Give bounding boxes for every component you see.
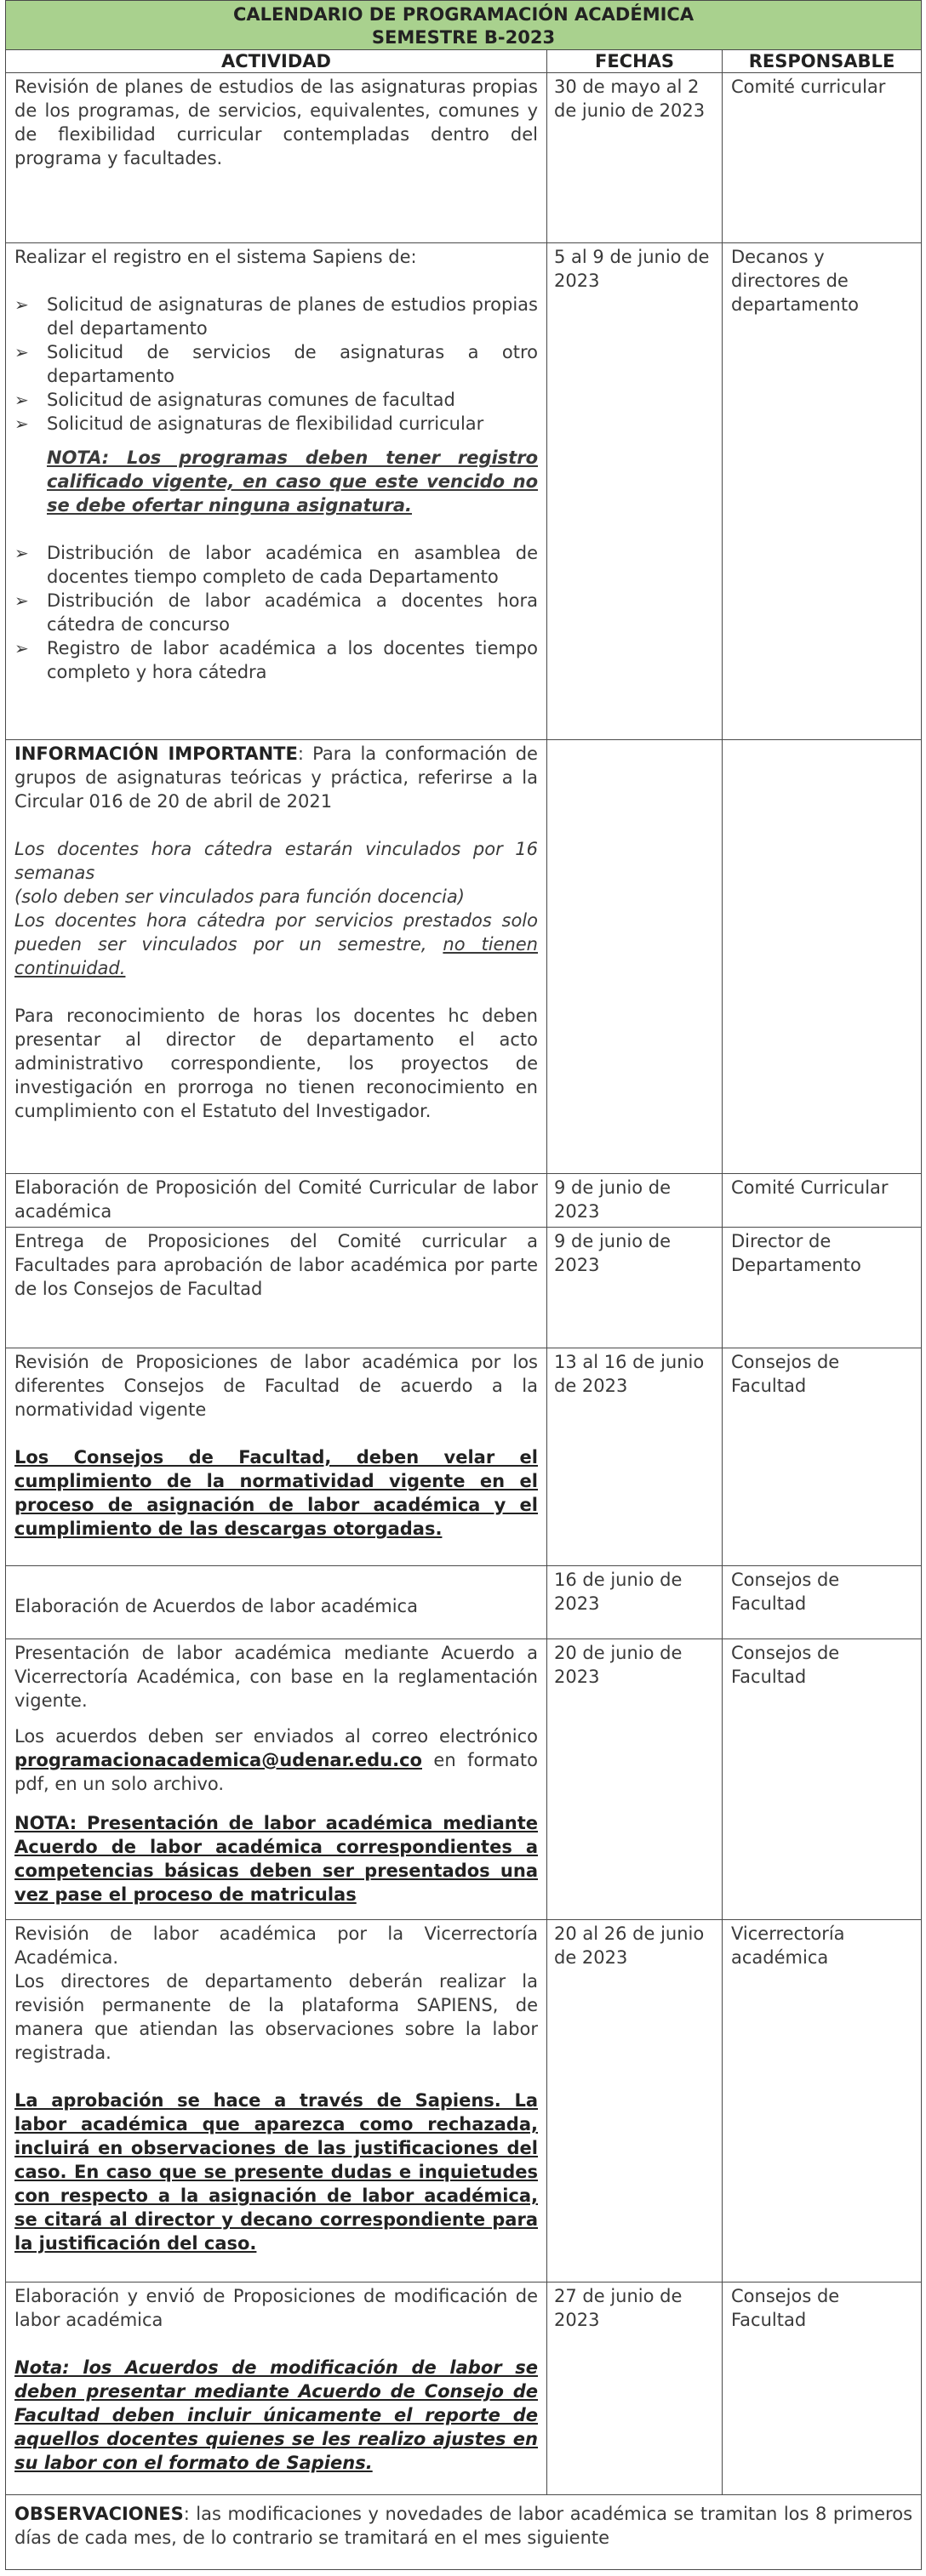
table-row xyxy=(6,1566,922,1639)
observaciones-row xyxy=(6,2495,922,2570)
list-item: ➢ Solicitud de asignaturas de planes de estudios propias del departamento xyxy=(14,294,538,339)
date-cell-empty xyxy=(547,740,723,1174)
modificacion-nota: Nota: los Acuerdos de modificación de labor se deben presentar mediante Acuerdo de Consejo de Facultad deben incluir únicamente el reporte de aquellos docentes quienes se les realizo ajustes en su labor con el formato de Sapiens. xyxy=(14,2357,538,2473)
arrow-bullet-icon: ➢ xyxy=(14,390,29,410)
date-cell: 20 al 26 de junio de 2023 xyxy=(547,1920,723,2282)
info-label: INFORMACIÓN IMPORTANTE xyxy=(14,744,298,764)
responsible-cell: Comité curricular xyxy=(723,73,922,243)
arrow-bullet-icon: ➢ xyxy=(14,638,29,658)
title-row xyxy=(6,1,922,27)
vicerrectoria-nota: La aprobación se hace a través de Sapiens. La labor académica que aparezca como rechazada, incluirá en observaciones de las justificaciones del caso. En caso que se presente dudas e inquietudes con respecto a la asignación de labor académica, se citará al director y decano correspondiente para la justificación del caso. xyxy=(14,2090,538,2254)
table-row xyxy=(6,1348,922,1566)
arrow-bullet-icon: ➢ xyxy=(14,413,29,434)
activity-cell: Elaboración de Acuerdos de labor académica xyxy=(6,1566,547,1639)
activity-cell xyxy=(6,1348,547,1566)
info-final-paragraph: Para reconocimiento de horas los docentes hc deben presentar al director de departamento el acto administrativo correspondiente, los proyectos de investigación en prorroga no tienen reconocimiento en cumplimiento con el Estatuto del Investigador. xyxy=(14,1006,538,1121)
date-cell: 9 de junio de 2023 xyxy=(547,1228,723,1348)
header-responsable: RESPONSABLE xyxy=(723,50,922,73)
responsible-cell: Consejos de Facultad xyxy=(723,1566,922,1639)
vicerrectoria-p2: Los directores de departamento deberán realizar la revisión permanente de la plataforma SAPIENS, de manera que atiendan las observaciones sobre la labor registrada. xyxy=(14,1971,538,2063)
column-header-row xyxy=(6,50,922,73)
activity-cell xyxy=(6,2282,547,2495)
arrow-bullet-icon: ➢ xyxy=(14,590,29,611)
activity-cell xyxy=(6,243,547,740)
responsible-cell: Director de Departamento xyxy=(723,1228,922,1348)
table-row xyxy=(6,73,922,243)
date-cell: 30 de mayo al 2 de junio de 2023 xyxy=(547,73,723,243)
presentacion-text: Presentación de labor académica mediante Acuerdo a Vicerrectoría Académica, con base en la reglamentación vigente. xyxy=(14,1643,538,1711)
arrow-bullet-icon: ➢ xyxy=(14,294,29,315)
arrow-bullet-icon: ➢ xyxy=(14,342,29,362)
observaciones-text: : las modificaciones y novedades de labor académica se tramitan los 8 primeros días de cada mes, de lo contrario se tramitará en el mes siguiente xyxy=(14,2504,913,2548)
date-cell: 13 al 16 de junio de 2023 xyxy=(547,1348,723,1566)
list-item: ➢ Solicitud de asignaturas comunes de facultad xyxy=(14,390,455,410)
table-row xyxy=(6,740,922,1174)
arrow-bullet-icon: ➢ xyxy=(14,543,29,563)
semester-title: SEMESTRE B-2023 xyxy=(6,26,922,50)
activity-cell xyxy=(6,1639,547,1920)
responsible-cell: Consejos de Facultad xyxy=(723,1639,922,1920)
date-cell: 9 de junio de 2023 xyxy=(547,1174,723,1228)
header-actividad: ACTIVIDAD xyxy=(6,50,547,73)
list-item: ➢ Registro de labor académica a los docentes tiempo completo y hora cátedra xyxy=(14,638,538,682)
responsible-cell: Consejos de Facultad xyxy=(723,2282,922,2495)
registro-list-a xyxy=(14,293,538,436)
list-item: ➢ Solicitud de servicios de asignaturas a otro departamento xyxy=(14,342,538,386)
registro-nota: NOTA: Los programas deben tener registro calificado vigente, en caso que este vencido no se debe ofertar ninguna asignatura. xyxy=(47,447,538,516)
revision-nota: Los Consejos de Facultad, deben velar el cumplimiento de la normatividad vigente en el proceso de asignación de labor académica y el cumplimiento de las descargas otorgadas. xyxy=(14,1447,538,1539)
activity-cell: Revisión de planes de estudios de las asignaturas propias de los programas, de servicios, equivalentes, comunes y de flexibilidad curricular contempladas dentro del programa y facultades. xyxy=(6,73,547,243)
list-item: ➢ Distribución de labor académica en asamblea de docentes tiempo completo de cada Departamento xyxy=(14,543,538,587)
info-italic-1: Los docentes hora cátedra estarán vinculados por 16 semanas xyxy=(14,839,538,883)
header-fechas: FECHAS xyxy=(547,50,723,73)
activity-cell: Elaboración de Proposición del Comité Curricular de labor académica xyxy=(6,1174,547,1228)
email-link[interactable]: programacionacademica@udenar.edu.co xyxy=(14,1750,422,1770)
subtitle-row xyxy=(6,26,922,50)
info-cell xyxy=(6,740,547,1174)
list-item: ➢ Distribución de labor académica a docentes hora cátedra de concurso xyxy=(14,590,538,635)
info-paragraph: INFORMACIÓN IMPORTANTE: Para la conformación de grupos de asignaturas teóricas y práctica, referirse a la Circular 016 de 20 de abril de 2021 xyxy=(14,744,538,812)
table-row xyxy=(6,1174,922,1228)
registro-intro: Realizar el registro en el sistema Sapiens de: xyxy=(14,247,417,267)
presentacion-nota: NOTA: Presentación de labor académica mediante Acuerdo de labor académica correspondientes a competencias básicas deben ser presentados una vez pase el proceso de matriculas xyxy=(14,1813,538,1905)
responsible-cell: Comité Curricular xyxy=(723,1174,922,1228)
list-item: ➢ Solicitud de asignaturas de flexibilidad curricular xyxy=(14,413,484,434)
date-cell: 20 de junio de 2023 xyxy=(547,1639,723,1920)
observaciones-cell xyxy=(6,2495,922,2570)
observaciones-label: OBSERVACIONES xyxy=(14,2504,184,2524)
date-cell: 5 al 9 de junio de 2023 xyxy=(547,243,723,740)
table-row xyxy=(6,1228,922,1348)
responsible-cell: Consejos de Facultad xyxy=(723,1348,922,1566)
vicerrectoria-text: Revisión de labor académica por la Vicerrectoría Académica. xyxy=(14,1923,538,1968)
info-italic-3: Los docentes hora cátedra por servicios prestados solo pueden ser vinculados por un semestre, no tienen continuidad. xyxy=(14,910,538,978)
activity-cell: Entrega de Proposiciones del Comité curricular a Facultades para aprobación de labor académica por parte de los Consejos de Facultad xyxy=(6,1228,547,1348)
revision-text: Revisión de Proposiciones de labor académica por los diferentes Consejos de Facultad de acuerdo a la normatividad vigente xyxy=(14,1352,538,1420)
table-row xyxy=(6,243,922,740)
table-row xyxy=(6,1639,922,1920)
info-italic-2: (solo deben ser vinculados para función docencia) xyxy=(14,886,465,907)
calendar-title: CALENDARIO DE PROGRAMACIÓN ACADÉMICA xyxy=(6,1,922,27)
registro-list-b xyxy=(14,541,538,684)
table-row xyxy=(6,2282,922,2495)
date-cell: 27 de junio de 2023 xyxy=(547,2282,723,2495)
date-cell: 16 de junio de 2023 xyxy=(547,1566,723,1639)
activity-cell xyxy=(6,1920,547,2282)
responsible-cell-empty xyxy=(723,740,922,1174)
responsible-cell: Vicerrectoría académica xyxy=(723,1920,922,2282)
presentacion-email-paragraph: Los acuerdos deben ser enviados al correo electrónico programacionacademica@udenar.edu.co en formato pdf, en un solo archivo. xyxy=(14,1726,538,1794)
calendar-table xyxy=(5,0,922,2570)
responsible-cell: Decanos y directores de departamento xyxy=(723,243,922,740)
modificacion-text: Elaboración y envió de Proposiciones de modificación de labor académica xyxy=(14,2286,538,2330)
table-row xyxy=(6,1920,922,2282)
